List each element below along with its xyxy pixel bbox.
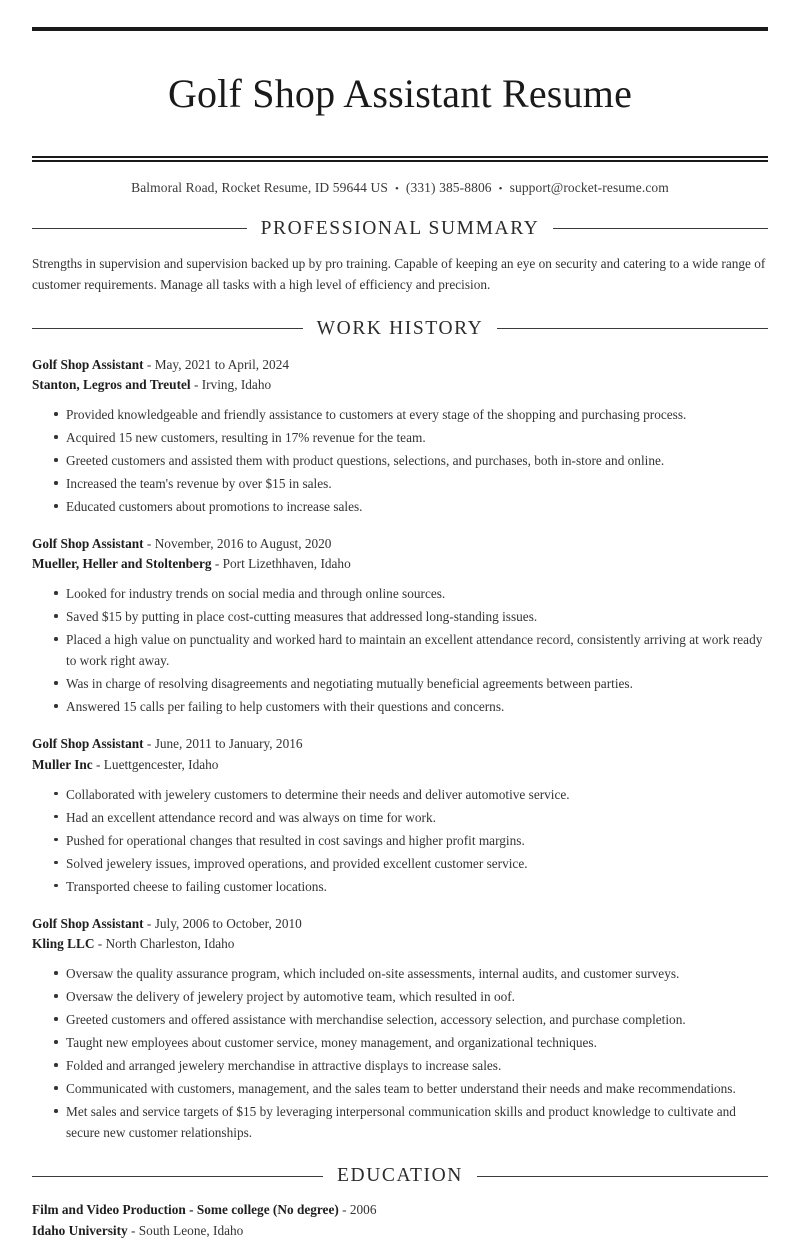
job-company-line [32,755,768,775]
contact-separator-icon: • [498,182,503,195]
education-school-line [32,1221,768,1242]
list-item: Looked for industry trends on social media and through online sources. [54,583,768,604]
section-title: EDUCATION [337,1165,463,1187]
list-item: Greeted customers and offered assistance with merchandise selection, accessory selection, and purchase completion. [54,1009,768,1030]
job-bullet-list [32,963,768,1143]
page-title: Golf Shop Assistant Resume [167,70,633,116]
list-item: Saved $15 by putting in place cost-cutting measures that addressed long-standing issues. [54,606,768,627]
job-dates: May, 2021 to April, 2024 [154,356,290,372]
job-company: Mueller, Heller and Stoltenberg [32,556,212,572]
separator-dash: - [146,356,152,372]
education-entry [32,1200,768,1241]
separator-dash: - [193,376,199,392]
list-item: Had an excellent attendance record and was always on time for work. [54,807,768,828]
section-rule-right [553,228,768,229]
job-title-line [32,914,768,934]
job-company-line [32,375,768,395]
separator-dash: - [214,556,220,572]
list-item: Oversaw the delivery of jewelery project by automotive team, which resulted in oof. [54,986,768,1007]
section-title: PROFESSIONAL SUMMARY [260,217,540,239]
job-location: Luettgencester, Idaho [103,756,219,772]
list-item: Solved jewelery issues, improved operations, and provided excellent customer service. [54,853,768,874]
job-entry [32,355,768,517]
job-location: Port Lizethhaven, Idaho [222,556,351,572]
job-entry [32,534,768,717]
list-item: Greeted customers and assisted them with product questions, selections, and purchases, both in-store and online. [54,450,768,471]
job-title-line [32,534,768,554]
job-company: Kling LLC [32,936,95,952]
job-title: Golf Shop Assistant [32,915,144,931]
contact-address: Balmoral Road, Rocket Resume, ID 59644 US [131,179,388,195]
section-rule-left [32,1176,323,1177]
list-item: Acquired 15 new customers, resulting in 17% revenue for the team. [54,427,768,448]
section-rule-right [477,1176,768,1177]
job-title-line [32,734,768,754]
separator-dash: - [131,1223,136,1239]
education-program-line [32,1200,768,1221]
job-title: Golf Shop Assistant [32,736,144,752]
section-header-education [32,1165,768,1187]
job-entry [32,914,768,1143]
separator-dash: - [146,536,152,552]
job-company-line [32,554,768,574]
separator-dash: - [146,736,152,752]
section-rule-left [32,328,303,329]
section-rule-left [32,228,247,229]
separator-dash: - [97,936,103,952]
list-item: Met sales and service targets of $15 by leveraging interpersonal communication skills and product knowledge to cultivate and secure new customer relationships. [54,1101,768,1143]
job-title: Golf Shop Assistant [32,356,144,372]
list-item: Oversaw the quality assurance program, which included on-site assessments, internal audits, and customer surveys. [54,963,768,984]
list-item: Taught new employees about customer service, money management, and organizational techniques. [54,1032,768,1053]
education-location: South Leone, Idaho [138,1223,244,1239]
list-item: Pushed for operational changes that resulted in cost savings and higher profit margins. [54,830,768,851]
list-item: Provided knowledgeable and friendly assistance to customers at every stage of the shopping and purchasing process. [54,404,768,425]
job-dates: June, 2011 to January, 2016 [154,736,303,752]
list-item: Transported cheese to failing customer locations. [54,876,768,897]
contact-email: support@rocket-resume.com [509,179,669,195]
section-header-professional-summary [32,218,768,240]
job-company-line [32,934,768,954]
job-location: North Charleston, Idaho [105,936,235,952]
separator-dash: - [96,756,101,772]
work-history-list [32,355,768,1144]
list-item: Educated customers about promotions to increase sales. [54,496,768,517]
separator-dash: - [146,915,152,931]
job-company: Stanton, Legros and Treutel [32,376,191,392]
job-entry [32,734,768,896]
contact-phone: (331) 385-8806 [405,179,492,195]
list-item: Answered 15 calls per failing to help customers with their questions and concerns. [54,696,768,717]
list-item: Was in charge of resolving disagreements and negotiating mutually beneficial agreements between parties. [54,673,768,694]
header-top-rule [32,27,768,31]
section-rule-right [497,328,768,329]
education-year: 2006 [349,1202,377,1218]
resume-page [0,27,800,1239]
education-program: Film and Video Production - Some college (No degree) [32,1202,339,1218]
job-dates: November, 2016 to August, 2020 [154,536,332,552]
job-company: Muller Inc [32,756,93,772]
job-title-line [32,355,768,375]
job-title: Golf Shop Assistant [32,536,144,552]
job-location: Irving, Idaho [201,376,272,392]
list-item: Communicated with customers, management, and the sales team to better understand their needs and make recommendations. [54,1078,768,1099]
section-title: WORK HISTORY [316,317,484,339]
section-header-work-history [32,318,768,340]
contact-separator-icon: • [394,182,399,195]
list-item: Collaborated with jewelery customers to determine their needs and deliver automotive service. [54,784,768,805]
professional-summary-text: Strengths in supervision and supervision backed up by pro training. Capable of keeping an eye on security and catering to a wide range of customer requirements. Manage all tasks with a high level of efficiency and precision. [32,255,766,293]
list-item: Increased the team's revenue by over $15 in sales. [54,473,768,494]
list-item: Folded and arranged jewelery merchandise in attractive displays to increase sales. [54,1055,768,1076]
resume-header [32,27,768,196]
separator-dash: - [342,1202,347,1218]
job-dates: July, 2006 to October, 2010 [154,915,302,931]
contact-line [32,162,768,196]
education-school: Idaho University [32,1223,128,1239]
job-bullet-list [32,784,768,897]
job-bullet-list [32,404,768,517]
job-bullet-list [32,583,768,717]
list-item: Placed a high value on punctuality and worked hard to maintain an excellent attendance record, consistently arriving at work ready to work right away. [54,629,768,671]
